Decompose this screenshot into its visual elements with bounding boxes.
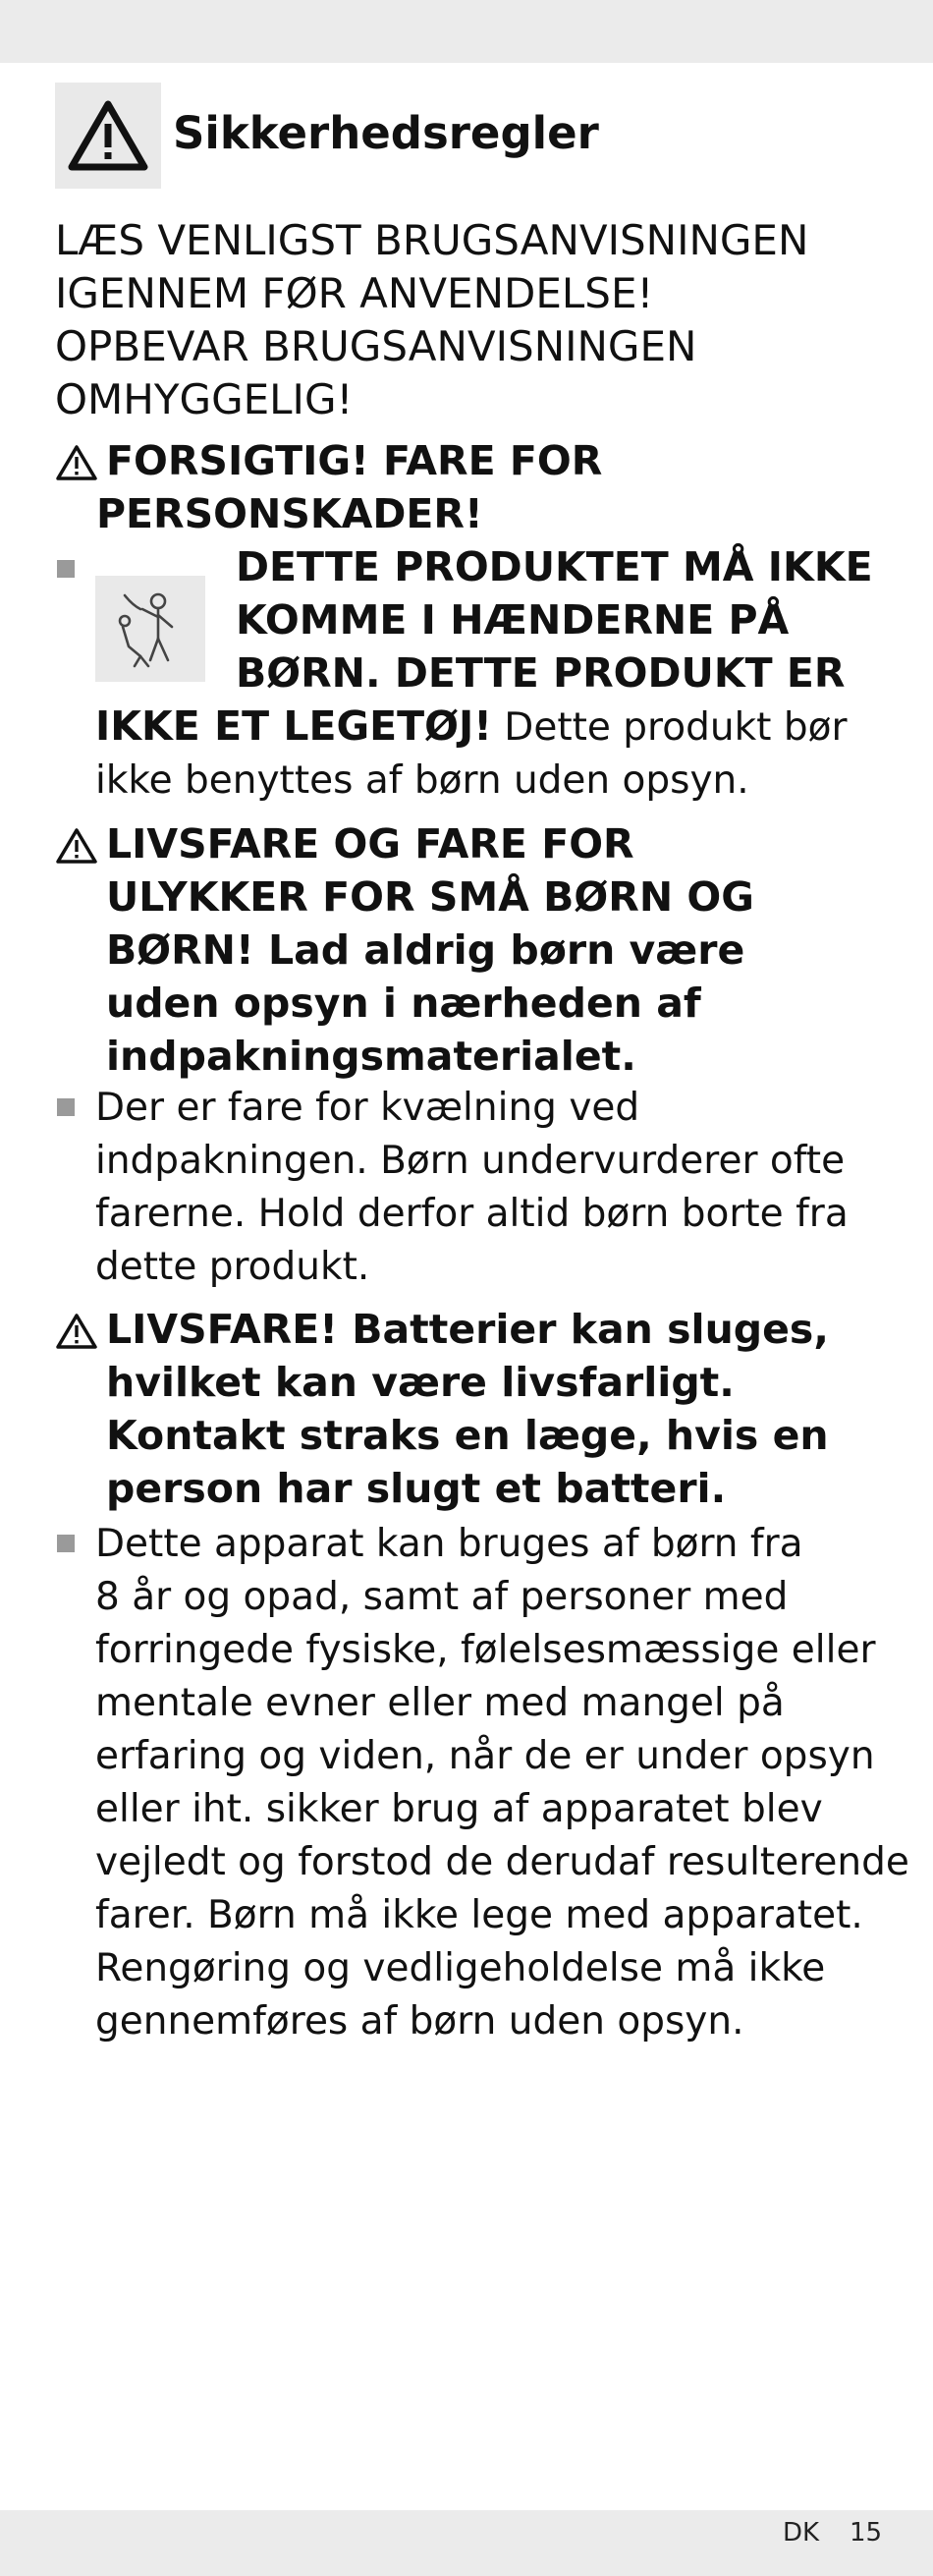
item1-bold-line: KOMME I HÆNDERNE PÅ <box>236 596 790 644</box>
item2-line: Der er fare for kvælning ved <box>95 1086 640 1130</box>
intro-line: IGENNEM FØR ANVENDELSE! <box>55 269 654 317</box>
child-warning-box <box>95 576 205 682</box>
warning-triangle-icon <box>55 827 98 865</box>
item1-tail-line <box>95 700 901 755</box>
item1-tail-text <box>95 700 901 808</box>
bullet-square <box>57 1535 96 1574</box>
footer-language: DK <box>783 2518 820 2548</box>
warning-triangle-icon <box>55 444 98 481</box>
top-band <box>0 0 933 63</box>
item1-text-line2: ikke benyttes af børn uden opsyn. <box>95 758 749 803</box>
warning-heading-3 <box>55 1303 900 1515</box>
warning-line: FORSIGTIG! FARE FOR <box>106 437 603 484</box>
item1-bold-line: BØRN. DETTE PRODUKT ER <box>236 649 846 697</box>
warning-line: uden opsyn i nærheden af <box>106 980 701 1027</box>
item3-line: Dette apparat kan bruges af børn fra <box>95 1522 803 1566</box>
bullet-square <box>57 1098 96 1138</box>
item1-text-tail: Dette produkt bør <box>491 705 848 750</box>
item2-line: indpakningen. Børn undervurderer ofte <box>95 1139 846 1183</box>
intro-line: OPBEVAR BRUGSANVISNINGEN <box>55 322 697 370</box>
item3-line: erfaring og viden, når de er under opsyn <box>95 1734 875 1778</box>
warning-line: LIVSFARE OG FARE FOR <box>106 820 634 868</box>
item2-line: farerne. Hold derfor altid børn borte fra <box>95 1192 849 1236</box>
warning-line: person har slugt et batteri. <box>106 1465 727 1512</box>
item1-bold-line: DETTE PRODUKTET MÅ IKKE <box>236 543 873 590</box>
section-header <box>55 83 841 191</box>
warning-line: hvilket kan være livsfarligt. <box>106 1359 735 1406</box>
item1-bold-tail: IKKE ET LEGETØJ! <box>95 702 492 750</box>
item3-text <box>95 1518 933 2048</box>
warning-triangle-icon <box>55 1313 98 1350</box>
warning-heading-1 <box>55 434 900 540</box>
bullet-square <box>57 560 96 599</box>
item2-line: dette produkt. <box>95 1245 370 1289</box>
item3-line: gennemføres af børn uden opsyn. <box>95 1999 744 2044</box>
item3-line: Rengøring og vedligeholdelse må ikke <box>95 1946 826 1990</box>
item1-bold-text <box>236 540 884 700</box>
warning-line: PERSONSKADER! <box>96 490 483 537</box>
section-title: Sikkerhedsregler <box>173 107 599 159</box>
intro-text <box>55 214 900 426</box>
warning-line: Kontakt straks en læge, hvis en <box>106 1412 829 1459</box>
item3-line: mentale evner eller med mangel på <box>95 1681 785 1725</box>
item3-line: forringede fysiske, følelsesmæssige eller <box>95 1628 876 1672</box>
warning-heading-2 <box>55 817 900 1083</box>
item3-line: farer. Børn må ikke lege med apparatet. <box>95 1893 863 1937</box>
warning-icon-box <box>55 83 161 189</box>
warning-line: LIVSFARE! Batterier kan sluges, <box>106 1306 829 1353</box>
warning-line: indpakningsmaterialet. <box>106 1033 636 1080</box>
item3-line: 8 år og opad, samt af personer med <box>95 1575 789 1619</box>
footer-page-number: 15 <box>850 2518 883 2548</box>
item2-text <box>95 1082 933 1294</box>
item3-line: eller iht. sikker brug af apparatet blev <box>95 1787 823 1831</box>
item3-line: vejledt og forstod de derudaf resulterende <box>95 1840 909 1884</box>
warning-triangle-icon <box>67 98 149 173</box>
intro-line: OMHYGGELIG! <box>55 375 354 423</box>
warning-line: ULYKKER FOR SMÅ BØRN OG <box>106 873 754 921</box>
warning-line: BØRN! Lad aldrig børn være <box>106 926 745 974</box>
intro-line: LÆS VENLIGST BRUGSANVISNINGEN <box>55 216 809 264</box>
child-hazard-icon <box>111 588 190 670</box>
